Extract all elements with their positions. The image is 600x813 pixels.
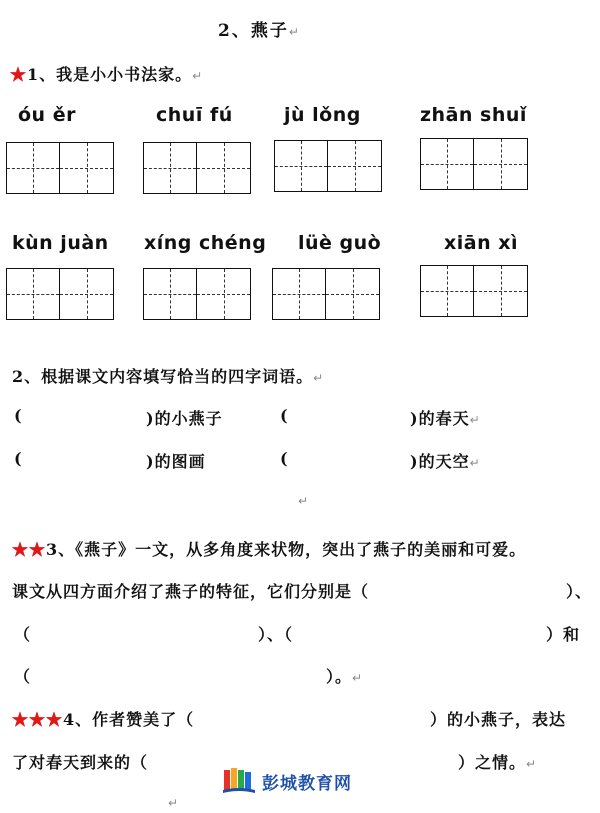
question-2-heading: 2、根据课文内容填写恰当的四字词语。↵ <box>12 367 325 386</box>
pinyin-label: xiān xì <box>444 232 518 254</box>
blank-open: （ <box>14 625 32 644</box>
blank-open: ( <box>280 449 289 468</box>
writing-grid[interactable] <box>272 268 380 320</box>
book-icon <box>222 768 256 794</box>
paragraph-mark: ↵ <box>168 796 179 810</box>
question-4-line-1: ★★★4、作者赞美了（ <box>12 710 195 729</box>
blank-open: ( <box>280 406 289 425</box>
blank-open: （ <box>14 667 32 686</box>
blank-suffix: ）。↵ <box>326 667 364 686</box>
blank-open: ( <box>14 406 23 425</box>
blank-suffix: )的图画 <box>146 452 206 471</box>
question-4-line-1-end: ）的小燕子，表达 <box>430 710 567 729</box>
question-4-line-2: 了对春天到来的（ <box>12 753 149 772</box>
site-logo <box>222 768 352 794</box>
site-logo-text: 彭城教育网 <box>262 773 352 794</box>
blank-suffix: ）和 <box>546 625 581 644</box>
pinyin-label: xíng chéng <box>144 232 267 254</box>
question-3-line-1: ★★3、《燕子》一文，从多角度来状物，突出了燕子的美丽和可爱。 <box>12 540 527 559</box>
writing-grid[interactable] <box>420 138 528 190</box>
blank-suffix: )的小燕子 <box>146 409 223 428</box>
pinyin-label: óu ěr <box>18 104 76 126</box>
blank-open: ( <box>14 449 23 468</box>
pinyin-label: kùn juàn <box>12 232 109 254</box>
pinyin-label: zhān shuǐ <box>420 104 527 126</box>
writing-grid[interactable] <box>143 142 251 194</box>
pinyin-label: chuī fú <box>156 104 233 126</box>
writing-grid[interactable] <box>274 140 382 192</box>
pinyin-label: jù lǒng <box>284 104 361 126</box>
pinyin-label: lüè guò <box>298 232 382 254</box>
page-title: 2、燕子↵ <box>218 21 301 41</box>
question-4-line-2-end: ）之情。↵ <box>458 753 538 772</box>
paragraph-mark: ↵ <box>298 494 309 508</box>
star-icon: ★ <box>10 65 28 84</box>
writing-grid[interactable] <box>143 268 251 320</box>
blank-suffix: )的天空↵ <box>410 452 481 471</box>
question-3-line-2-end: ）、 <box>566 582 593 601</box>
writing-grid[interactable] <box>6 268 114 320</box>
writing-grid[interactable] <box>6 142 114 194</box>
writing-grid[interactable] <box>420 265 528 317</box>
star-icon: ★★★ <box>12 710 64 729</box>
star-icon: ★★ <box>12 540 47 559</box>
question-1-heading: ★1、我是小小书法家。↵ <box>10 65 204 84</box>
blank-separator: ）、（ <box>258 625 294 644</box>
question-3-line-2: 课文从四方面介绍了燕子的特征，它们分别是（ <box>12 582 370 601</box>
blank-suffix: )的春天↵ <box>410 409 481 428</box>
